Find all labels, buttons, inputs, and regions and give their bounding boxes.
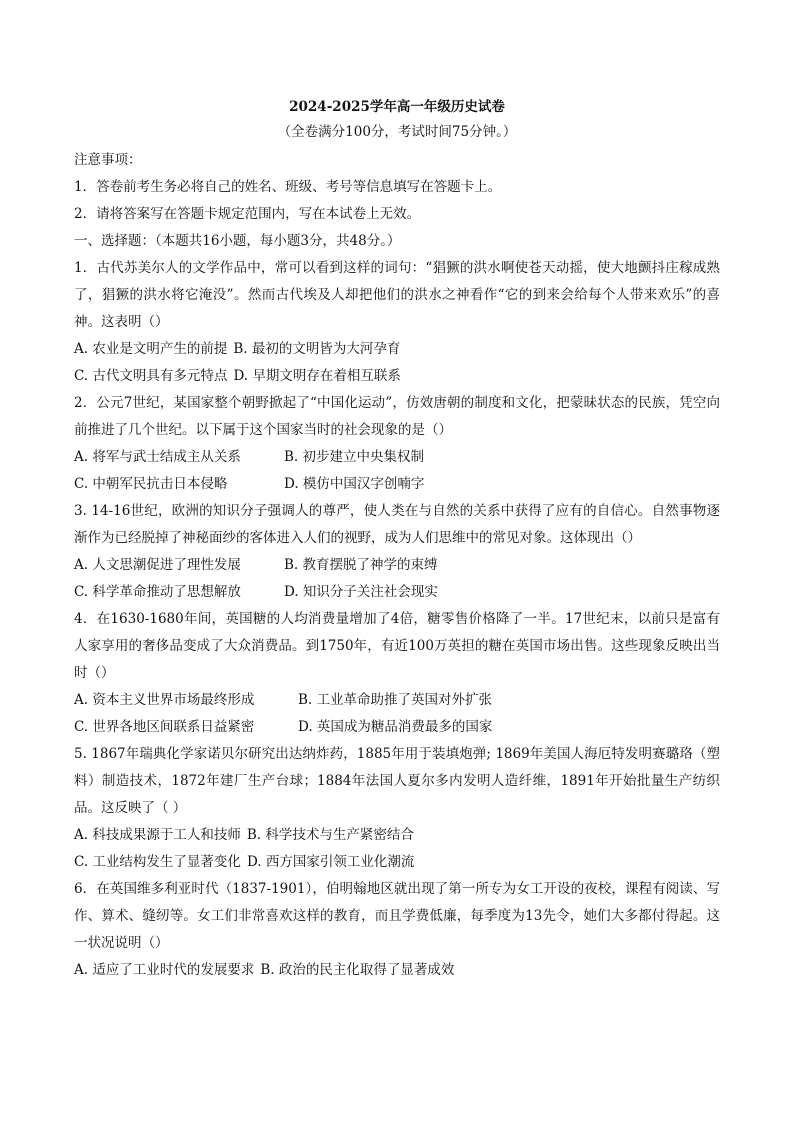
option-d: D. 早期文明存在着相互联系 (233, 368, 401, 384)
option-b: B. 初步建立中央集权制 (284, 449, 425, 465)
exam-subtitle: （全卷满分100分，考试时间75分钟。） (277, 124, 517, 140)
option-a: A. 人文思潮促进了理性发展 (74, 557, 241, 573)
options-row (74, 687, 720, 714)
options-row (74, 714, 720, 741)
note-item-1: 1．答卷前考生务必将自己的姓名、班级、考号等信息填写在答题卡上。 (74, 179, 502, 195)
option-c: C. 工业结构发生了显著变化 (74, 854, 241, 870)
exam-title: 2024-2025学年高一年级历史试卷 (289, 99, 505, 115)
question-stem: 2．公元7世纪，某国家整个朝野掀起了“中国化运动”，仿效唐朝的制度和文化，把蒙昧状态的民族，凭空向前推进了几个世纪。以下属于这个国家当时的社会现象的是（） (74, 395, 720, 438)
question-6 (74, 876, 720, 984)
question-2 (74, 390, 720, 498)
question-stem: 1．古代苏美尔人的文学作品中，常可以看到这样的词句：“猖獗的洪水啊使苍天动摇，使大地颤抖庄稼成熟了，猖獗的洪水将它淹没”。然而古代埃及人却把他们的洪水之神看作“它的到来会给每个人带来欢乐”的喜神。这表明（） (74, 260, 720, 330)
option-b: B. 科学技术与生产紧密结合 (246, 827, 414, 843)
question-stem: 3. 14-16世纪，欧洲的知识分子强调人的尊严，使人类在与自然的关系中获得了应有的自信心。自然事物逐渐作为已经脱掉了神秘面纱的客体进入人们的视野，成为人们思维中的常见对象。这体现出（） (74, 503, 720, 546)
options-row (74, 957, 720, 984)
options-row (74, 336, 720, 363)
question-1 (74, 255, 720, 390)
section-heading: 一、选择题：（本题共16小题，每小题3分，共48分。） (74, 233, 401, 249)
option-a: A. 将军与武士结成主从关系 (74, 449, 241, 465)
question-5 (74, 741, 720, 876)
notes-heading: 注意事项： (74, 152, 142, 168)
options-row (74, 822, 720, 849)
option-c: C. 科学革命推动了思想解放 (74, 584, 241, 600)
options-row (74, 363, 720, 390)
option-d: D. 西方国家引领工业化潮流 (246, 854, 415, 870)
option-b: B. 最初的文明皆为大河孕育 (233, 341, 401, 357)
options-row (74, 552, 720, 579)
option-d: D. 知识分子关注社会现实 (284, 584, 438, 600)
question-stem: 4．在1630-1680年间，英国糖的人均消费量增加了4倍，糖零售价格降了一半。17世纪末，以前只是富有人家享用的奢侈品变成了大众消费品。到1750年，有近100万英担的糖在英国市场出售。这些现象反映出当时（） (74, 611, 720, 681)
option-b: B. 工业革命助推了英国对外扩张 (298, 692, 493, 708)
option-c: C. 古代文明具有多元特点 (74, 368, 228, 384)
question-3 (74, 498, 720, 606)
question-stem: 5. 1867年瑞典化学家诺贝尔研究出达纳炸药，1885年用于装填炮弹; 1869年美国人海厄特发明赛璐珞（塑料）制造技术，1872年建厂生产台球；1884年法国人夏尔多内发明人造纤维，1891年开始批量生产纺织品。这反映了（ ） (74, 746, 720, 816)
note-item-2: 2．请将答案写在答题卡规定范围内，写在本试卷上无效。 (74, 206, 421, 222)
option-b: B. 教育摆脱了神学的束缚 (284, 557, 438, 573)
option-d: D. 英国成为糖品消费最多的国家 (298, 719, 493, 735)
question-stem: 6．在英国维多利亚时代（1837-1901），伯明翰地区就出现了第一所专为女工开设的夜校，课程有阅读、写作、算术、缝纫等。女工们非常喜欢这样的教育，而且学费低廉，每季度为13先令，她们大多都付得起。这一状况说明（） (74, 881, 720, 951)
exam-content (74, 95, 720, 984)
option-b: B. 政治的民主化取得了显著成效 (260, 962, 455, 978)
option-a: A. 科技成果源于工人和技师 (74, 827, 241, 843)
option-c: C. 世界各地区间联系日益紧密 (74, 719, 255, 735)
options-row (74, 849, 720, 876)
options-row (74, 579, 720, 606)
options-row (74, 471, 720, 498)
option-a: A. 资本主义世界市场最终形成 (74, 692, 255, 708)
option-c: C. 中朝军民抗击日本侵略 (74, 476, 228, 492)
option-d: D. 模仿中国汉字创喃字 (284, 476, 425, 492)
options-row (74, 444, 720, 471)
option-a: A. 农业是文明产生的前提 (74, 341, 228, 357)
option-a: A. 适应了工业时代的发展要求 (74, 962, 255, 978)
question-4 (74, 606, 720, 741)
